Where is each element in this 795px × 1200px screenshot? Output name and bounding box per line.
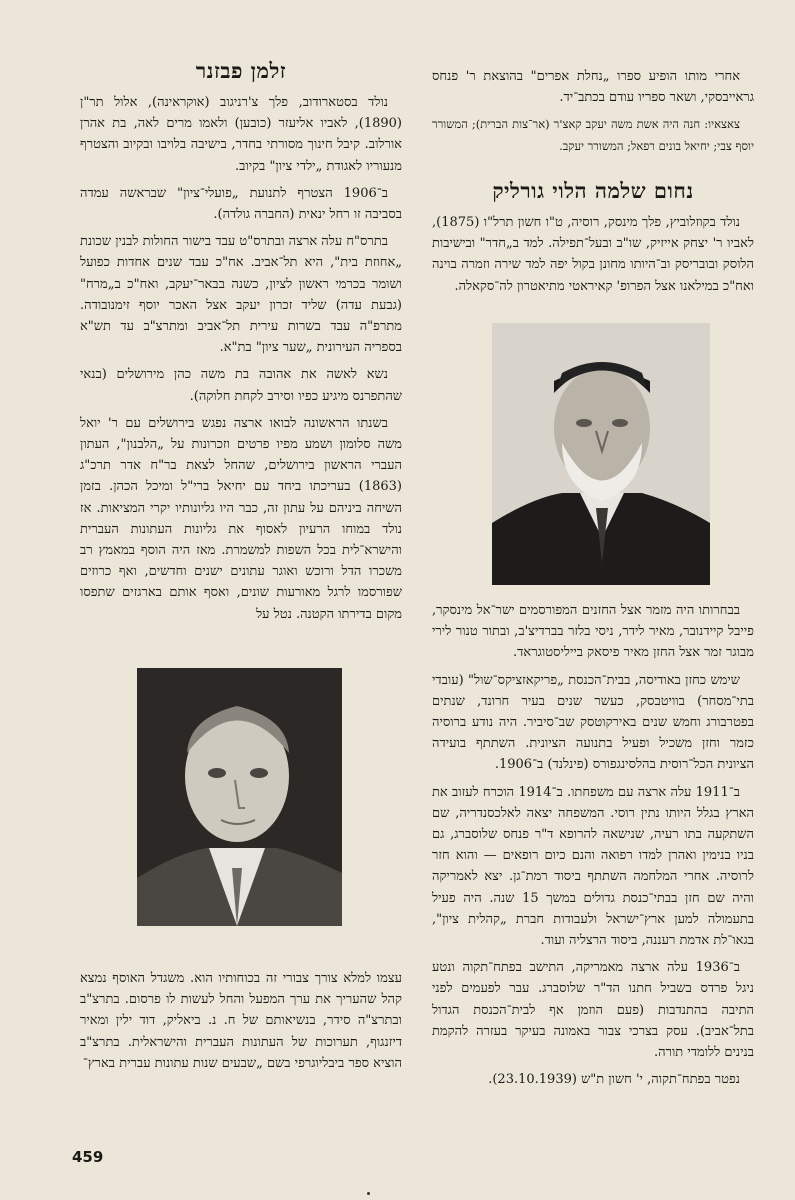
portrait-gorlik-image <box>492 323 710 585</box>
pevzner-title: זלמן פבזנר <box>195 58 287 83</box>
pevzner-bio <box>80 92 402 631</box>
page-number: 459 <box>72 1148 104 1166</box>
gorlik-paragraph-2: בבחרותו היה מזמר אצל החזנים המפורסמים ישר־אל מינסקר, פייבל קיידנובר, מאיר לידר, ניסי בלזר בברדיצ'ב, ובתור טנור לירי מבוגר זמר אצל החזן מאיר פיסאק בייליסטוגראד. <box>432 603 754 661</box>
gorlik-paragraph-5: ב־1936 עלה ארצה מאמריקה, התישב בפתח־תקוה ונטע ניגל פרדס בשביל חתנו הד"ר שלוסברג. עבר לפעמים לפני התיבה בהתנדבות (פעם הוזמן אף לבית־הכנסת הגדול בתל־אביב). עסק בצרכי צבור באמונה בעיקר בעזרה להקמת בנינים ללומדי תורה. <box>432 960 754 1061</box>
gorlik-paragraph-6: נפטר בפתח־תקוה, י' חשון ת"ש (23.10.1939). <box>488 1072 740 1088</box>
gorlik-paragraph-4: ב־1911 עלה ארצה עם משפחתו. ב־1914 הוכרח לעזוב את הארץ בגלל היותו נתין רוסי. המשפחה יצאה לאלכסנדריה, שם השתקעה בתו רעיה, שנישאה להרופא ד"ר פנחס שלוסברג, גם בניו בנימין ואהרן למדו רפואה והנם כיום רופאים — והוא חזר לרוסיה. אחרי המלחמה השתתף ביסוד רמת־גן. יצא לאמריקה והיה שם חזן בבתי־כנסת גדולים במשך 15 שנה. היה פעיל בתעמולה למען ארץ־ישראל ולעבודות חברת „קהלית ציון", בגאו־לת אדמת רעננה, ביסוד הרצליה ועוד. <box>432 784 754 949</box>
portrait-pevzner <box>137 668 342 926</box>
portrait-gorlik <box>492 323 710 585</box>
intro-paragraph-1: אחרי מותו הופיע ספרו „נחלת אפרים" בהוצאת ר' פנחס גראייבסקי, ושאר ספריו עודם בכתב־יד. <box>432 69 754 106</box>
intro-paragraph-2: צאצאיו: חנה היה אשת משה יעקב קאצ'ר (אר־צות הברית); המשורר יוסף צבי; יחיאל בונים רפאל; המשורר יעקב. <box>432 117 754 153</box>
portrait-pevzner-image <box>137 668 342 926</box>
gorlik-bio-top <box>432 212 754 303</box>
pevzner-paragraph-6: עצמו למלא צורך צבורי זה בכוחותיו הוא. משגדל האוסף נמצא קהל שהעריך את ערך המפעל והחל לעשות לו פרסום. בתרצ"ב ובתרצ"ה סידר, בנשיאותם של ח. נ. ביאליק, דוד ילין ומאיר דיזנגוף, תערוכות של העתונות העברית והישראלית. בתרצ"ב הוציא ספר ביבליוגרפי בשם „שבעים שנות עתונות עברית בארץ־ <box>80 971 402 1071</box>
pevzner-paragraph-1: נולד בסטארודוב, פלך צ'רניגוב (אוקראינה), אלול תר"ן (1890), לאביו אליעזר (כובען) ולאמו מרים לאה, בת אהרן אורלוב. קיבל חינוך מסורתי בחדר, בישיבה בלויבו ובקיוב והצטרף מנעוריו לאגודת „ילדי ציון" בקיוב. <box>80 95 402 174</box>
gorlik-paragraph-3: שימש כחזן באודיסה, בבית־הכנסת „פריקאזציקס־שול" (עובדי בתי־מסחר) בוויטבסק, כעשר שנים בעיר חרונד, שנתים בפטרבורג וחמש שנים באירקוטסק שב־סיביר. היה נודע ברוסיה כזמר וחזן משכיל ופעיל בתנועה הציונית. השתתף בועידה הציונית הכל־רוסית בהלסינגפורס (פינלנד) ב־1906. <box>432 672 754 773</box>
gorlik-bio-bottom <box>432 600 754 1096</box>
gorlik-title: נחום שלמה הלוי גורליק <box>492 178 694 203</box>
gorlik-paragraph-1: נולד בקוזלוביץ, פלך מינסק, רוסיה, ט"ו חשון תרל"ו (1875), לאביו ר' יצחק אייזיק, שו"ב ובעל־תפילה. למד ב„חדר" ובישיבות הלוסק ובובריסק וב־היותו מחונן בקול יפה למד שירה וזמרה בוינה ואח"כ במילאנו אצל הפרופ' קאיראטי מתיאטרון לה־סקאלה. <box>432 215 754 294</box>
pevzner-paragraph-3: בתרס"ח עלה ארצה ובתרס"ט עבד בישור החולות לבנין שכונת „אחוזת בית", היא תל־אביב. אח"כ עבד שנים אחדות כפועל ושומר בכרמי ראשון לציון, כשנה בבאר־יעקב, ואח"כ ב„מרח" (גבעת עדה) שליד זכרון יעקב אצל האכר יוסף זימנובודה. מתרפ"ה עבד בשרות עירית תל־אביב ומתרצ"ב עד תש"א בספריה העירונית „שער ציון" בת"א. <box>80 234 402 356</box>
pevzner-bio-continued <box>80 968 402 1080</box>
pevzner-paragraph-4: נשא לאשה את אהובה בת משה כהן מירושלים (בנאי שהתפרנס מיגיע כפיו וסירב לקחת חלוקה). <box>80 367 402 404</box>
right-intro <box>432 66 754 163</box>
pevzner-paragraph-5: בשנתו הראשונה לבואו ארצה נפגש בירושלים עם ר' יואל משה סלומון ושמע מפיו פרטים וזכרונות על „הלבנון", העתון העברי הראשון בירושלים, שהחל לצאת בר"ח אדר תרכ"ג (1863) בעריכתו ביחד עם יחיאל ברי"ל ומיכל הכהן. בזמן השיחה ביניהם על עתון זה, כבר היו גליונותיו יקרי המציאות. אז נולד במוחו הרעיון לאסוף את גליונות העתונות העברית והישרא־לית בכל השפות למשמרת. מאז היה הוסף במאמץ רב משכרו הדל ורוכש ואוגר עתונים ישנים וחדשים, ואף כרוזים שפורסמו לרגל מאורעות שונים, ואסף אותם בארגזים שתפסו מקום בדירתו הקטנה. נטל על <box>80 415 402 622</box>
pevzner-paragraph-2: ב־1906 הצטרף לתנועת „פועלי־ציון" שבראשה עמדה בסביבה זו רחל ינאית (החברה גולדה). <box>80 185 402 223</box>
page-mark <box>367 1192 370 1195</box>
